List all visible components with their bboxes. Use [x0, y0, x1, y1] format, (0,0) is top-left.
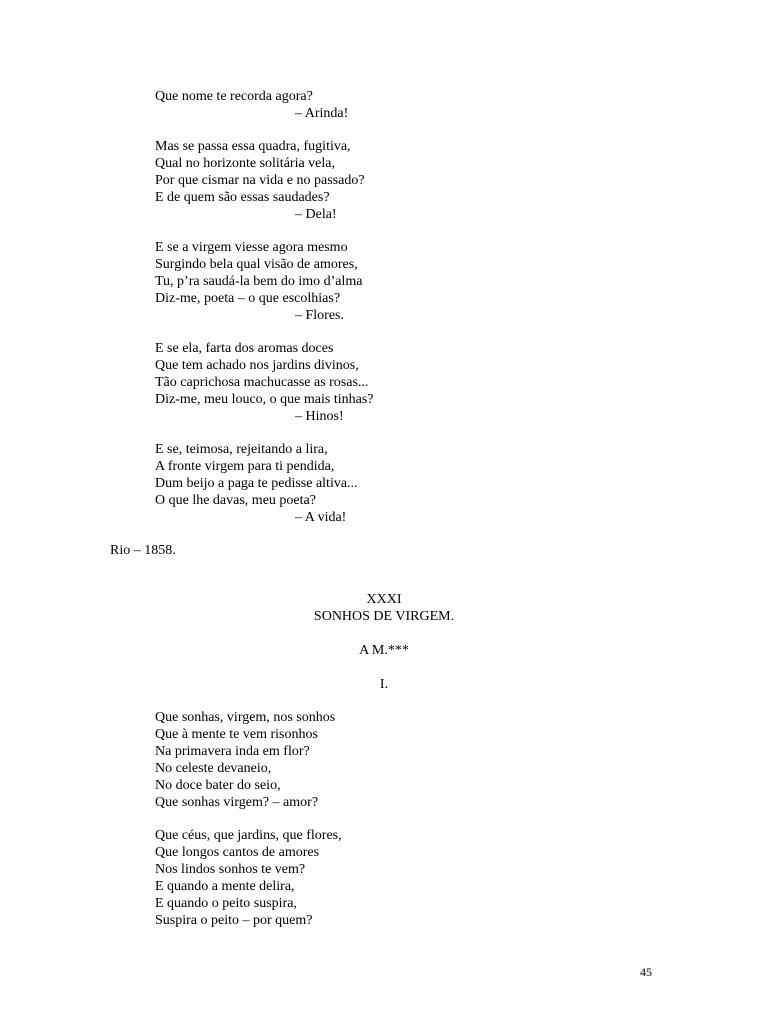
verse-line: E quando o peito suspira,: [155, 896, 297, 911]
verse-line: Mas se passa essa quadra, fugitiva,: [155, 139, 351, 154]
verse-line: Diz-me, poeta – o que escolhias?: [155, 291, 341, 306]
verse-line: A fronte virgem para ti pendida,: [155, 459, 335, 474]
verse-line: No doce bater do seio,: [155, 778, 281, 793]
verse-line: Que nome te recorda agora?: [155, 89, 313, 104]
verse-reply: – A vida!: [295, 510, 347, 525]
verse-reply: – Hinos!: [295, 409, 344, 424]
poem-part: I.: [379, 677, 389, 692]
verse-line: Na primavera inda em flor?: [155, 744, 310, 759]
verse-line: E se, teimosa, rejeitando a lira,: [155, 442, 328, 457]
page-number: 45: [640, 965, 652, 979]
verse-line: Tu, p’ra saudá-la bem do imo d’alma: [155, 274, 363, 289]
verse-line: Qual no horizonte solitária vela,: [155, 156, 335, 171]
verse-line: Nos lindos sonhos te vem?: [155, 862, 306, 877]
verse-line: E de quem são essas saudades?: [155, 190, 330, 205]
verse-line: No celeste devaneio,: [155, 761, 272, 776]
verse-line: Por que cismar na vida e no passado?: [155, 173, 365, 188]
poem-title: SONHOS DE VIRGEM.: [313, 609, 455, 624]
verse-line: Surgindo bela qual visão de amores,: [155, 257, 358, 272]
verse-line: Que longos cantos de amores: [155, 845, 320, 860]
verse-line: E se a virgem viesse agora mesmo: [155, 240, 348, 255]
verse-reply: – Flores.: [295, 308, 344, 323]
place-date: Rio – 1858.: [110, 543, 176, 558]
verse-line: O que lhe davas, meu poeta?: [155, 493, 316, 508]
verse-line: Que sonhas, virgem, nos sonhos: [155, 710, 336, 725]
verse-line: Suspira o peito – por quem?: [155, 913, 313, 928]
verse-line: Dum beijo a paga te pedisse altiva...: [155, 476, 358, 491]
verse-line: Tão caprichosa machucasse as rosas...: [155, 375, 369, 390]
poem-number: XXXI: [366, 592, 402, 607]
verse-line: Que à mente te vem risonhos: [155, 727, 318, 742]
verse-line: E se ela, farta dos aromas doces: [155, 341, 334, 356]
verse-line: Que céus, que jardins, que flores,: [155, 828, 342, 843]
verse-reply: – Dela!: [295, 207, 337, 222]
verse-line: E quando a mente delira,: [155, 879, 295, 894]
verse-line: Diz-me, meu louco, o que mais tinhas?: [155, 392, 374, 407]
poem-dedication: A M.***: [359, 643, 409, 658]
verse-line: Que sonhas virgem? – amor?: [155, 795, 319, 810]
verse-reply: – Arinda!: [295, 106, 349, 121]
verse-line: Que tem achado nos jardins divinos,: [155, 358, 359, 373]
